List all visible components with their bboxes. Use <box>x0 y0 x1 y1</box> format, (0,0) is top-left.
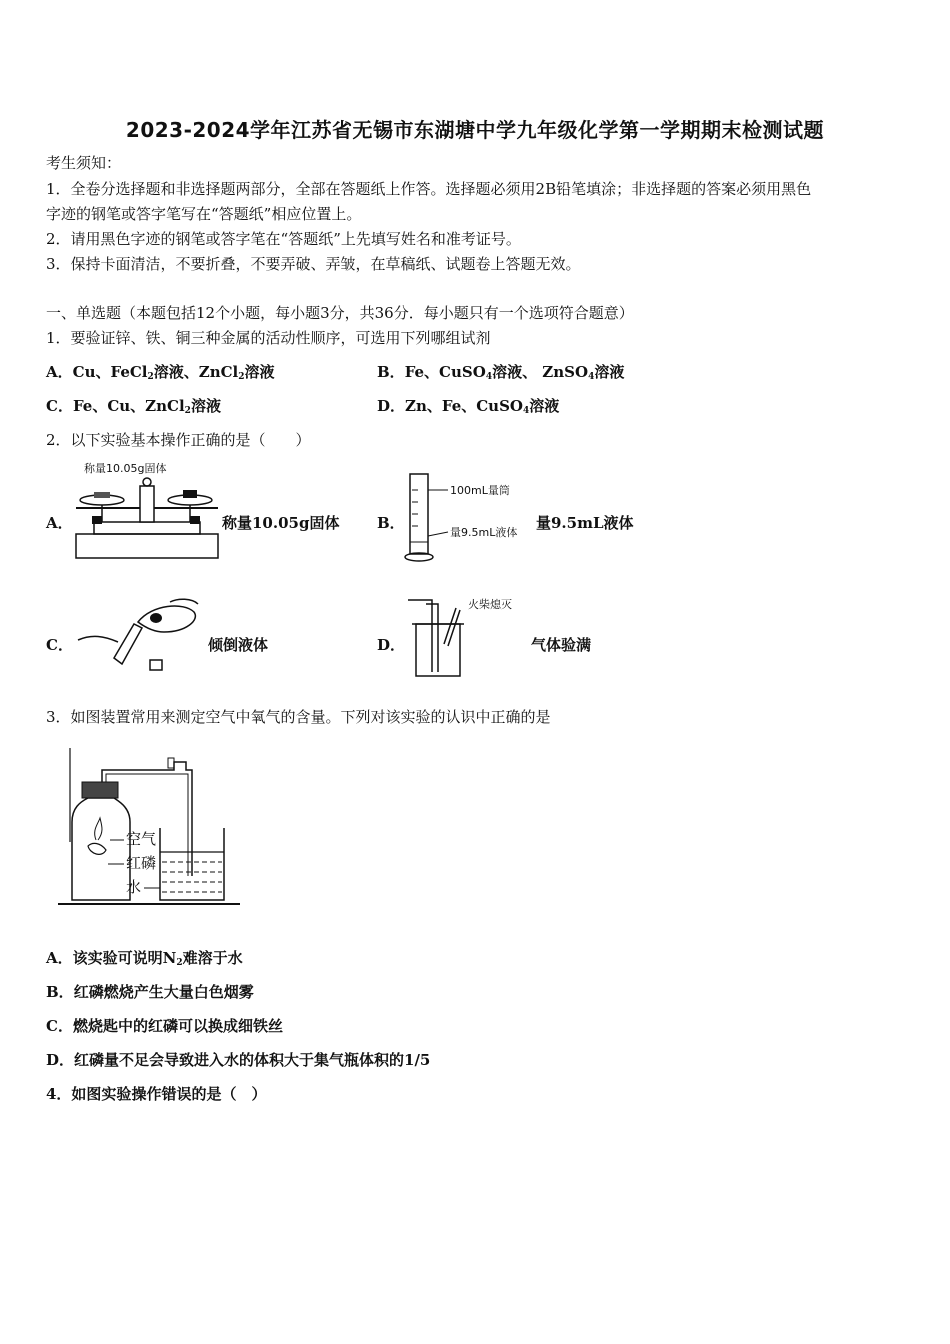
question-1-option-c: C．Fe、Cu、ZnCl$_2$溶液 <box>46 397 221 416</box>
question-2-option-d-label: D． <box>377 636 406 654</box>
question-2-option-d-caption: 气体验满 <box>531 636 592 654</box>
question-2-option-b-label: B． <box>377 514 405 532</box>
question-2-option-b-caption: 量9.5mL液体 <box>536 514 634 532</box>
question-2-option-c-caption: 倾倒液体 <box>208 636 269 654</box>
question-1-option-a: A．Cu、FeCl$_2$溶液、ZnCl$_2$溶液 <box>46 363 275 382</box>
gas-bottle-figure <box>404 594 534 680</box>
question-2-option-a-caption: 称量10.05g固体 <box>222 514 340 532</box>
page-title: 2023-2024学年江苏省无锡市东湖塘中学九年级化学第一学期期末检测试题 <box>125 118 825 142</box>
label-water: 水 <box>126 878 142 896</box>
gas-bottle-fig-text: 火柴熄灭 <box>468 598 512 611</box>
question-3-option-b: B．红磷燃烧产生大量白色烟雾 <box>46 983 254 1001</box>
notice-heading: 考生须知： <box>46 154 122 172</box>
question-3-option-c: C．燃烧匙中的红磷可以换成细铁丝 <box>46 1017 283 1035</box>
question-2-stem: 2．以下实验基本操作正确的是（ ） <box>46 431 311 449</box>
question-4-stem: 4．如图实验操作错误的是（ ） <box>46 1085 267 1103</box>
question-3-option-d: D．红磷量不足会导致进入水的体积大于集气瓶体积的1/5 <box>46 1051 431 1069</box>
graduated-cylinder-figure <box>404 470 534 564</box>
label-air: 空气 <box>126 830 157 848</box>
notice-item-1: 1．全卷分选择题和非选择题两部分，全部在答题纸上作答。选择题必须用2B铅笔填涂；非选择题的答案必须用黑色 <box>46 180 812 198</box>
notice-item-3: 3．保持卡面清洁，不要折叠，不要弄破、弄皱，在草稿纸、试题卷上答题无效。 <box>46 255 581 273</box>
question-1-option-b: B．Fe、CuSO$_4$溶液、 ZnSO$_4$溶液 <box>377 363 625 382</box>
cylinder-fig-text-2: 量9.5mL液体 <box>450 526 518 539</box>
balance-fig-text: 称量10.05g固体 <box>84 462 167 475</box>
pouring-liquid-figure <box>74 596 204 674</box>
question-1-option-d: D．Zn、Fe、CuSO$_4$溶液 <box>377 397 560 416</box>
question-1-stem: 1．要验证锌、铁、铜三种金属的活动性顺序，可选用下列哪组试剂 <box>46 329 491 347</box>
section-heading: 一、单选题（本题包括12个小题，每小题3分，共36分．每小题只有一个选项符合题意） <box>46 304 634 322</box>
label-red-phosphorus: 红磷 <box>126 854 157 872</box>
question-2-option-a-label: A． <box>46 514 73 532</box>
oxygen-experiment-figure <box>58 742 240 908</box>
notice-item-2: 2．请用黑色字迹的钢笔或答字笔在“答题纸”上先填写姓名和准考证号。 <box>46 230 521 248</box>
notice-item-1-cont: 字迹的钢笔或答字笔写在“答题纸”相应位置上。 <box>46 205 362 223</box>
question-3-stem: 3．如图装置常用来测定空气中氧气的含量。下列对该实验的认识中正确的是 <box>46 708 551 726</box>
cylinder-fig-text-1: 100mL量筒 <box>450 484 510 497</box>
question-3-option-a: A．该实验可说明$N_2$难溶于水 <box>46 949 243 968</box>
question-2-option-c-label: C． <box>46 636 73 654</box>
balance-figure <box>72 458 222 562</box>
